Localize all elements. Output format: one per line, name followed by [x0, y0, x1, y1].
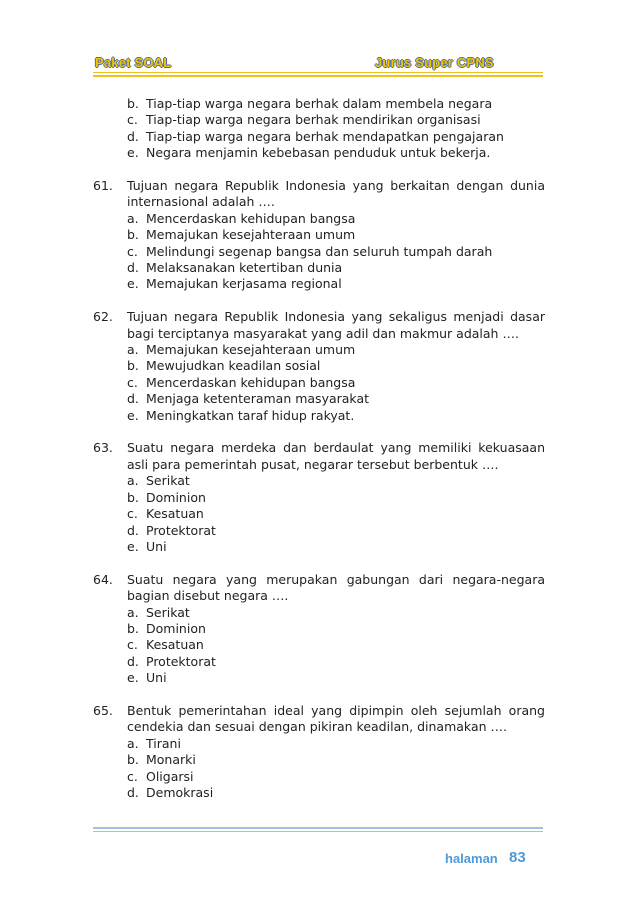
- option-item: [93, 506, 545, 522]
- option-letter: e.: [127, 407, 139, 423]
- option-letter: e.: [127, 145, 139, 161]
- option-text: Uni: [146, 670, 167, 686]
- option-text: Tiap-tiap warga negara berhak mendirikan organisasi: [146, 112, 481, 128]
- option-text: Protektorat: [146, 653, 216, 669]
- option-text: Serikat: [146, 473, 190, 489]
- option-text: Tiap-tiap warga negara berhak mendapatkan pengajaran: [146, 128, 504, 144]
- option-item: [93, 621, 545, 637]
- question-text: Tujuan negara Republik Indonesia yang berkaitan dengan dunia internasional adalah ….: [127, 178, 545, 210]
- option-item: [93, 112, 545, 128]
- option-text: Dominion: [146, 620, 206, 636]
- question-64: [93, 572, 545, 687]
- option-text: Mencerdaskan kehidupan bangsa: [146, 210, 356, 226]
- option-item: [93, 523, 545, 539]
- option-item: [93, 375, 545, 391]
- option-letter: d.: [127, 653, 139, 669]
- option-letter: d.: [127, 391, 139, 407]
- option-text: Meningkatkan taraf hidup rakyat.: [146, 407, 355, 423]
- option-text: Demokrasi: [146, 784, 214, 800]
- option-letter: a.: [127, 473, 139, 489]
- option-letter: b.: [127, 489, 139, 505]
- footer-label: halaman: [445, 851, 498, 866]
- option-letter: c.: [127, 374, 138, 390]
- option-letter: d.: [127, 784, 139, 800]
- option-text: Serikat: [146, 604, 190, 620]
- option-text: Tirani: [146, 735, 181, 751]
- option-letter: b.: [127, 358, 139, 374]
- option-text: Kesatuan: [146, 637, 204, 653]
- option-letter: d.: [127, 128, 139, 144]
- option-letter: a.: [127, 735, 139, 751]
- page-number: 83: [509, 849, 526, 866]
- question-number: 65.: [93, 702, 113, 718]
- option-item: [93, 473, 545, 489]
- option-item: [93, 342, 545, 358]
- option-item: [93, 260, 545, 276]
- question-63: [93, 440, 545, 555]
- question-65: [93, 703, 545, 801]
- option-text: Melaksanakan ketertiban dunia: [146, 260, 343, 276]
- question-text: Suatu negara yang merupakan gabungan dari negara-negara bagian disebut negara ….: [127, 571, 545, 604]
- option-letter: b.: [127, 227, 139, 243]
- question-text: Tujuan negara Republik Indonesia yang sekaligus menjadi dasar bagi terciptanya masyarakat yang adil dan makmur adalah ….: [127, 309, 545, 341]
- option-item: [93, 539, 545, 555]
- option-item: [93, 129, 545, 145]
- question-number: 61.: [93, 178, 113, 194]
- option-letter: a.: [127, 210, 139, 226]
- option-letter: d.: [127, 260, 139, 276]
- option-item: [93, 211, 545, 227]
- question-62: [93, 309, 545, 424]
- question-content: [93, 96, 545, 801]
- option-item: [93, 752, 545, 768]
- option-text: Protektorat: [146, 522, 216, 538]
- question-text: Suatu negara merdeka dan berdaulat yang memiliki kekuasaan asli para pemerintah pusat, negarar tersebut berbentuk ….: [127, 440, 545, 472]
- option-letter: a.: [127, 604, 139, 620]
- continued-options: [93, 96, 545, 162]
- option-letter: b.: [127, 96, 139, 111]
- option-item: [93, 605, 545, 621]
- option-item: [93, 769, 545, 785]
- question-number: 64.: [93, 571, 113, 587]
- option-letter: c.: [127, 637, 138, 653]
- option-item: [93, 227, 545, 243]
- option-text: Memajukan kesejahteraan umum: [146, 342, 356, 358]
- option-text: Tiap-tiap warga negara berhak dalam membela negara: [146, 96, 493, 111]
- option-text: Memajukan kesejahteraan umum: [146, 227, 356, 243]
- option-text: Memajukan kerjasama regional: [146, 276, 342, 292]
- option-item: [93, 276, 545, 292]
- option-letter: c.: [127, 506, 138, 522]
- option-text: Uni: [146, 538, 167, 554]
- option-item: [93, 736, 545, 752]
- question-text: Bentuk pemerintahan ideal yang dipimpin oleh sejumlah orang cendekia dan sesuai dengan pikiran keadilan, dinamakan ….: [127, 702, 545, 735]
- option-letter: a.: [127, 342, 139, 358]
- option-text: Negara menjamin kebebasan penduduk untuk bekerja.: [146, 145, 491, 161]
- option-text: Mewujudkan keadilan sosial: [146, 358, 321, 374]
- option-item: [93, 391, 545, 407]
- option-item: [93, 145, 545, 161]
- footer-divider: [93, 827, 543, 829]
- option-letter: c.: [127, 768, 138, 784]
- header-divider-thick: [93, 75, 543, 77]
- option-text: Kesatuan: [146, 506, 204, 522]
- question-61: [93, 178, 545, 293]
- option-item: [93, 670, 545, 686]
- option-item: [93, 358, 545, 374]
- option-letter: e.: [127, 276, 139, 292]
- option-text: Monarki: [146, 752, 196, 768]
- question-number: 63.: [93, 440, 113, 456]
- option-text: Melindungi segenap bangsa dan seluruh tumpah darah: [146, 243, 493, 259]
- option-item: [93, 408, 545, 424]
- option-text: Menjaga ketenteraman masyarakat: [146, 391, 370, 407]
- option-item: [93, 244, 545, 260]
- option-item: [93, 96, 545, 112]
- option-letter: e.: [127, 538, 139, 554]
- option-item: [93, 654, 545, 670]
- question-number: 62.: [93, 309, 113, 325]
- option-letter: c.: [127, 112, 138, 128]
- option-text: Oligarsi: [146, 768, 194, 784]
- option-letter: b.: [127, 752, 139, 768]
- option-text: Mencerdaskan kehidupan bangsa: [146, 374, 356, 390]
- header-left-title: Paket SOAL: [95, 55, 172, 70]
- option-text: Dominion: [146, 489, 206, 505]
- header-right-title: Jurus Super CPNS: [375, 55, 494, 70]
- option-letter: d.: [127, 522, 139, 538]
- header-divider: [93, 72, 543, 73]
- option-item: [93, 785, 545, 801]
- option-letter: b.: [127, 620, 139, 636]
- footer-divider-thin: [93, 831, 543, 832]
- option-letter: c.: [127, 243, 138, 259]
- option-letter: e.: [127, 670, 139, 686]
- option-item: [93, 637, 545, 653]
- option-item: [93, 490, 545, 506]
